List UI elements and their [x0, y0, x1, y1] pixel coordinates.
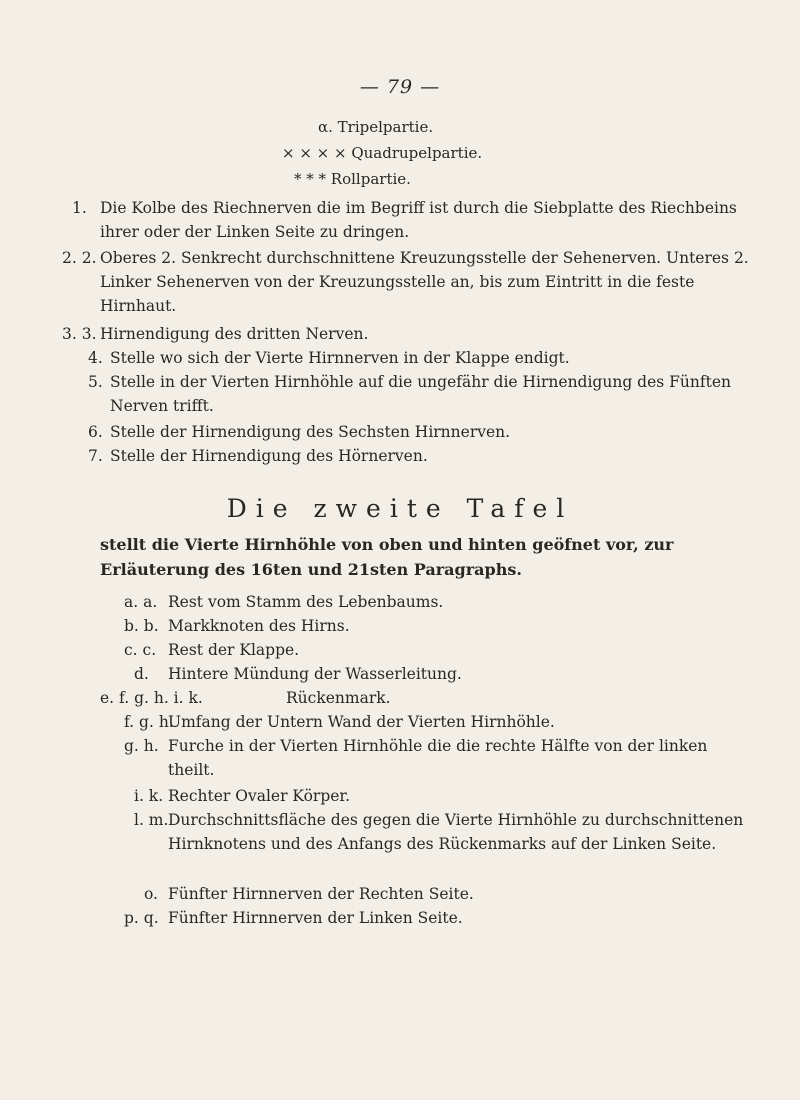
- item-text: Markknoten des Hirns.: [168, 617, 350, 635]
- item-text: Rest der Klappe.: [168, 641, 300, 659]
- list-item: [124, 710, 744, 734]
- item-label: 3. 3.: [62, 325, 97, 343]
- item-label: g. h.: [124, 737, 159, 755]
- legend-roll: * * * Rollpartie.: [294, 170, 411, 188]
- legend-tripel: α. Tripelpartie.: [318, 118, 434, 136]
- item-label: 5.: [88, 373, 103, 391]
- item-text: Stelle wo sich der Vierte Hirnnerven in der Klappe endigt.: [110, 349, 570, 367]
- list-item: [88, 346, 752, 370]
- list-item: [144, 882, 744, 906]
- item-label: 2. 2.: [62, 249, 97, 267]
- item-text: Stelle der Hirnendigung des Sechsten Hirnnerven.: [110, 423, 511, 441]
- intro-paragraph: stellt die Vierte Hirnhöhle von oben und hinten geöfnet vor, zur Erläuterung des 16ten und 21sten Paragraphs.: [100, 535, 674, 579]
- item-text: Furche in der Vierten Hirnhöhle die die rechte Hälfte von der linken theilt.: [168, 737, 708, 779]
- item-label: b. b.: [124, 617, 159, 635]
- item-text: Fünfter Hirnnerven der Linken Seite.: [168, 909, 463, 927]
- item-label: d.: [134, 665, 149, 683]
- list-item: [124, 614, 744, 638]
- item-text: Rest vom Stamm des Lebenbaums.: [168, 593, 444, 611]
- item-text: Hintere Mündung der Wasserleitung.: [168, 665, 462, 683]
- list-item: [62, 322, 752, 346]
- item-text: Stelle in der Vierten Hirnhöhle auf die ungefähr die Hirnendigung des Fünften Nerven trifft.: [110, 373, 731, 415]
- item-text: Oberes 2. Senkrecht durchschnittene Kreuzungsstelle der Sehenerven. Unteres 2. Linker Sehenerven von der Kreuzungsstelle an, bis zum Eintritt in die feste Hirnhaut.: [100, 249, 749, 315]
- item-label: c. c.: [124, 641, 157, 659]
- item-text: Hirnendigung des dritten Nerven.: [100, 325, 369, 343]
- item-label: o.: [144, 885, 158, 903]
- section-heading: Die zweite Tafel: [226, 494, 574, 523]
- item-text: Stelle der Hirnendigung des Hörnerven.: [110, 447, 428, 465]
- list-item: [88, 370, 752, 418]
- item-text: Die Kolbe des Riechnerven die im Begriff ist durch die Siebplatte des Riechbeins ihrer oder der Linken Seite zu dringen.: [100, 199, 737, 241]
- item-text: Fünfter Hirnnerven der Rechten Seite.: [168, 885, 474, 903]
- item-label: 1.: [72, 199, 87, 217]
- item-label: 6.: [88, 423, 103, 441]
- item-text: Rückenmark.: [286, 689, 391, 707]
- list-item: [62, 246, 752, 318]
- list-item: [134, 784, 744, 808]
- list-item: [124, 590, 744, 614]
- list-item: [134, 662, 744, 686]
- item-label: 7.: [88, 447, 103, 465]
- list-item: [88, 444, 752, 468]
- legend-quadrupel: × × × × Quadrupelpartie.: [282, 144, 483, 162]
- item-text: Umfang der Untern Wand der Vierten Hirnhöhle.: [168, 713, 555, 731]
- list-item: [124, 906, 744, 930]
- list-item: [124, 638, 744, 662]
- item-label: e. f. g. h. i. k.: [100, 689, 203, 707]
- list-item: [124, 734, 744, 782]
- list-item: [72, 196, 752, 244]
- item-label: f. g. h.: [124, 713, 174, 731]
- item-label: 4.: [88, 349, 103, 367]
- list-item: [88, 420, 752, 444]
- list-item: [100, 686, 744, 710]
- item-text: Rechter Ovaler Körper.: [168, 787, 351, 805]
- item-label: p. q.: [124, 909, 159, 927]
- item-label: a. a.: [124, 593, 158, 611]
- page-number: — 79 —: [359, 76, 441, 98]
- list-item: [134, 808, 744, 856]
- item-label: l. m.: [134, 811, 169, 829]
- item-label: i. k.: [134, 787, 164, 805]
- item-text: Durchschnittsfläche des gegen die Vierte Hirnhöhle zu durchschnittenen Hirnknotens und des Anfangs des Rückenmarks auf der Linken Seite.: [168, 811, 744, 853]
